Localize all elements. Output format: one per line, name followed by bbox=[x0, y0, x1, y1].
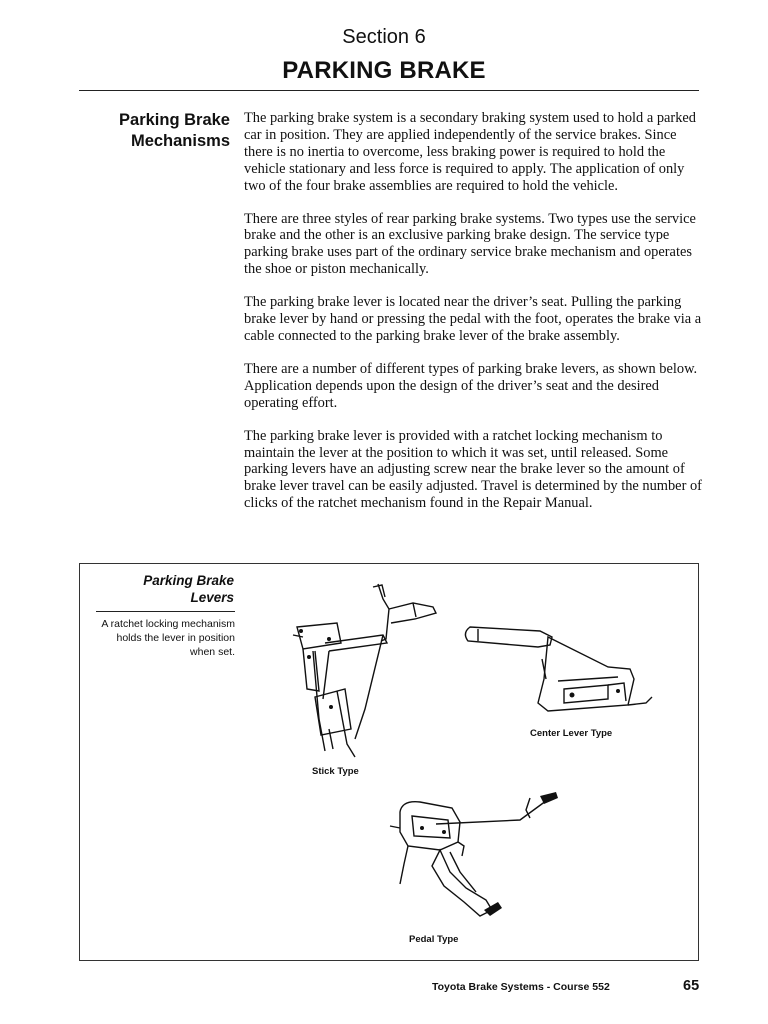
pedal-type-lever-illustration bbox=[380, 792, 570, 934]
paragraph: The parking brake lever is located near the driver’s seat. Pulling the parking brake lever by hand or pressing the pedal with the foot, operates the brake via a cable connected to the parking brake lever of the brake assembly. bbox=[244, 294, 702, 344]
figure-caption-divider bbox=[96, 611, 235, 612]
paragraph: The parking brake lever is provided with a ratchet locking mechanism to maintain the lever at the position to which it was set, until released. Some parking levers have an adjusting screw near the brake lever so the amount of brake lever travel can be easily adjusted. Travel is determined by the number of clicks of the ratchet mechanism found in the Repair Manual. bbox=[244, 427, 702, 512]
figure-caption-title: Parking Brake Levers bbox=[143, 573, 234, 605]
side-heading: Parking Brake Mechanisms bbox=[119, 111, 230, 150]
title-divider bbox=[79, 90, 699, 91]
figure-box bbox=[79, 563, 699, 961]
page-title: PARKING BRAKE bbox=[282, 57, 486, 84]
figure-caption-text: A ratchet locking mechanism holds the lever in position when set. bbox=[101, 618, 235, 658]
paragraph: There are three styles of rear parking brake systems. Two types use the service brake and the other is an exclusive parking brake design. The service type parking brake uses part of the ordinary service brake mechanism and operates the shoe or piston mechanically. bbox=[244, 210, 696, 278]
paragraph: There are a number of different types of parking brake levers, as shown below. Application depends upon the design of the driver’s seat and the desired operating effort. bbox=[244, 360, 698, 411]
page-number: 65 bbox=[683, 978, 700, 994]
footer-course-title: Toyota Brake Systems - Course 552 bbox=[432, 981, 610, 993]
center-lever-type-illustration bbox=[458, 619, 658, 724]
section-label: Section 6 bbox=[342, 26, 426, 48]
paragraph: The parking brake system is a secondary braking system used to hold a parked car in position. They are applied independently of the service brakes. Since there is no inertia to overcome, less braking power is required to hold the vehicle stationary and less force is required to apply. The application of only two of the four brake assemblies are required to hold the vehicle. bbox=[244, 110, 696, 194]
body-text bbox=[244, 110, 704, 528]
stick-type-label: Stick Type bbox=[312, 766, 359, 777]
center-lever-type-label: Center Lever Type bbox=[530, 728, 613, 739]
pedal-type-label: Pedal Type bbox=[409, 934, 459, 945]
stick-type-lever-illustration bbox=[285, 579, 445, 764]
